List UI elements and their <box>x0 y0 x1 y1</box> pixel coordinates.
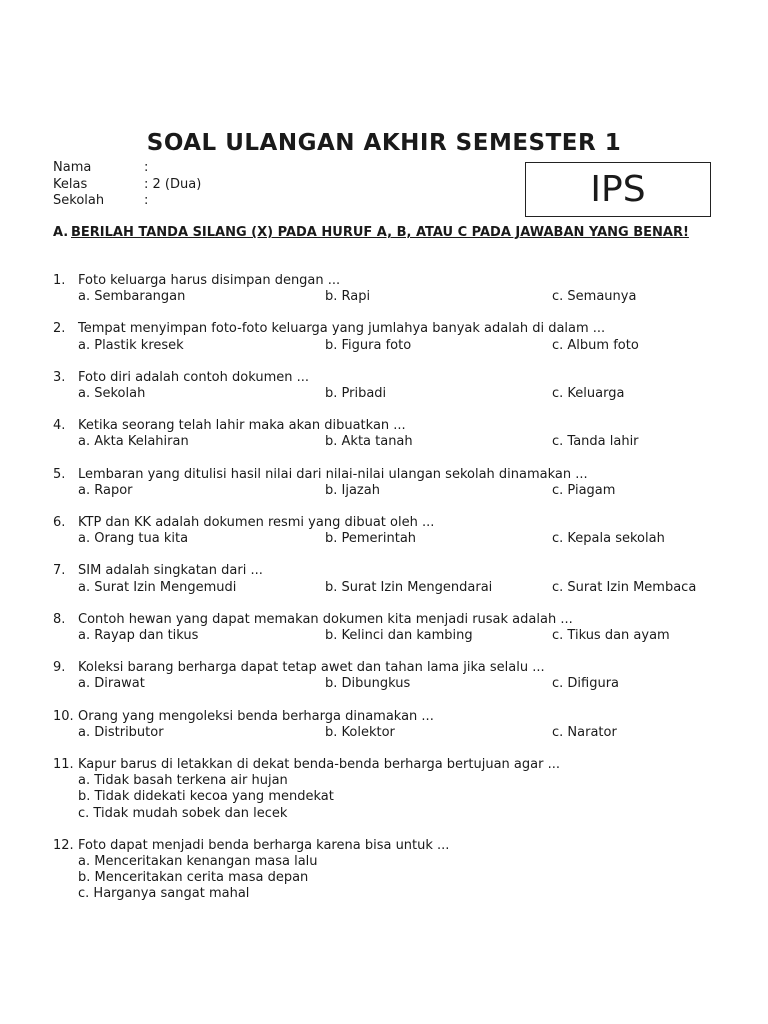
answer-option: b. Akta tanah <box>325 434 413 450</box>
question-number: 8. <box>53 611 66 627</box>
question-line <box>53 321 714 337</box>
answer-option: a. Surat Izin Mengemudi <box>78 579 237 595</box>
identity-value: : <box>144 193 149 208</box>
student-identity <box>53 160 201 210</box>
answer-option: a. Sembarangan <box>78 289 186 305</box>
question-text: SIM adalah singkatan dari ... <box>78 563 263 579</box>
identity-row-nama <box>53 160 201 177</box>
question-text: Foto dapat menjadi benda berharga karena bisa untuk ... <box>78 837 450 853</box>
question-item <box>53 660 714 692</box>
question-item <box>53 612 714 644</box>
answer-option: c. Tanda lahir <box>552 434 639 450</box>
answer-option: c. Harganya sangat mahal <box>78 886 250 902</box>
answer-option: a. Dirawat <box>78 676 145 692</box>
identity-row-kelas <box>53 177 201 194</box>
answer-option: b. Pemerintah <box>325 531 417 547</box>
question-number: 9. <box>53 660 66 676</box>
answer-option: b. Menceritakan cerita masa depan <box>78 870 309 886</box>
answer-option: b. Kolektor <box>325 724 395 740</box>
question-item <box>53 321 714 353</box>
question-number: 10. <box>53 708 74 724</box>
question-item <box>53 370 714 402</box>
answer-option: b. Pribadi <box>325 386 387 402</box>
question-line <box>53 467 714 483</box>
answer-option: c. Semaunya <box>552 289 637 305</box>
question-list <box>53 273 714 919</box>
question-number: 3. <box>53 369 66 385</box>
question-number: 11. <box>53 757 74 773</box>
question-line <box>53 660 714 676</box>
answer-option: b. Surat Izin Mengendarai <box>325 579 493 595</box>
answer-options-row <box>53 483 714 499</box>
question-text: Ketika seorang telah lahir maka akan dibuatkan ... <box>78 418 406 434</box>
answer-option: a. Distributor <box>78 724 164 740</box>
answer-option: a. Rapor <box>78 482 133 498</box>
answer-option: c. Keluarga <box>552 386 625 402</box>
question-line <box>53 709 714 725</box>
question-text: Lembaran yang ditulisi hasil nilai dari nilai-nilai ulangan sekolah dinamakan ... <box>78 466 588 482</box>
question-line <box>53 273 714 289</box>
question-line <box>53 515 714 531</box>
answer-options-row <box>53 628 714 644</box>
question-line <box>53 563 714 579</box>
answer-option: b. Figura foto <box>325 337 412 353</box>
identity-value: : <box>144 160 149 175</box>
identity-row-sekolah <box>53 193 201 210</box>
question-number: 2. <box>53 321 66 337</box>
answer-options-row <box>53 434 714 450</box>
answer-options-row <box>53 531 714 547</box>
answer-option: b. Kelinci dan kambing <box>325 628 473 644</box>
answer-option: c. Kepala sekolah <box>552 531 665 547</box>
question-text: Kapur barus di letakkan di dekat benda-benda berharga bertujuan agar ... <box>78 757 560 773</box>
answer-option: a. Sekolah <box>78 386 146 402</box>
answer-options-row <box>53 338 714 354</box>
question-item <box>53 467 714 499</box>
answer-options-row <box>53 289 714 305</box>
question-item <box>53 709 714 741</box>
instruction-text: BERILAH TANDA SILANG (X) PADA HURUF A, B, ATAU C PADA JAWABAN YANG BENAR! <box>71 225 689 240</box>
question-text: Koleksi barang berharga dapat tetap awet dan tahan lama jika selalu ... <box>78 660 545 676</box>
identity-label: Nama <box>53 160 92 175</box>
answer-option: a. Tidak basah terkena air hujan <box>78 773 288 789</box>
question-number: 4. <box>53 418 66 434</box>
question-item <box>53 757 714 822</box>
subject-box: IPS <box>525 162 711 217</box>
question-number: 12. <box>53 837 74 853</box>
question-item <box>53 418 714 450</box>
answer-option: a. Rayap dan tikus <box>78 628 199 644</box>
identity-label: Kelas <box>53 176 88 192</box>
answer-option: c. Narator <box>552 724 617 740</box>
answer-option: c. Difigura <box>552 676 620 692</box>
page-title: SOAL ULANGAN AKHIR SEMESTER 1 <box>146 130 622 156</box>
answer-option: a. Orang tua kita <box>78 531 189 547</box>
answer-options-row <box>53 676 714 692</box>
answer-option: c. Piagam <box>552 482 616 498</box>
answer-options-row <box>53 725 714 741</box>
question-text: Foto diri adalah contoh dokumen ... <box>78 369 310 385</box>
section-letter: A. <box>53 225 69 240</box>
question-line <box>53 757 714 773</box>
answer-option: a. Plastik kresek <box>78 337 184 353</box>
answer-option: b. Tidak didekati kecoa yang mendekat <box>78 789 334 805</box>
question-text: Orang yang mengoleksi benda berharga dinamakan ... <box>78 708 434 724</box>
question-line <box>53 612 714 628</box>
question-item <box>53 838 714 903</box>
answer-option: c. Surat Izin Membaca <box>552 579 697 595</box>
section-instruction <box>53 225 714 241</box>
answer-option: c. Album foto <box>552 337 639 353</box>
answer-option: b. Rapi <box>325 289 371 305</box>
question-number: 1. <box>53 273 66 288</box>
question-text: Tempat menyimpan foto-foto keluarga yang jumlahya banyak adalah di dalam ... <box>78 321 606 337</box>
answer-option: a. Menceritakan kenangan masa lalu <box>78 854 318 870</box>
identity-value: : 2 (Dua) <box>144 176 202 192</box>
question-item <box>53 273 714 305</box>
answer-option: b. Ijazah <box>325 482 380 498</box>
question-number: 7. <box>53 563 66 579</box>
question-number: 5. <box>53 466 66 482</box>
question-item <box>53 515 714 547</box>
question-line <box>53 838 714 854</box>
answer-options-row <box>53 386 714 402</box>
question-number: 6. <box>53 515 66 531</box>
answer-option: a. Akta Kelahiran <box>78 434 189 450</box>
answer-option: c. Tidak mudah sobek dan lecek <box>78 805 288 821</box>
question-line <box>53 418 714 434</box>
question-text: Contoh hewan yang dapat memakan dokumen kita menjadi rusak adalah ... <box>78 611 573 627</box>
question-text: Foto keluarga harus disimpan dengan ... <box>78 273 341 288</box>
answer-options-row <box>53 580 714 596</box>
answer-option: c. Tikus dan ayam <box>552 628 670 644</box>
question-item <box>53 563 714 595</box>
question-text: KTP dan KK adalah dokumen resmi yang dibuat oleh ... <box>78 515 435 531</box>
identity-label: Sekolah <box>53 193 105 208</box>
answer-option: b. Dibungkus <box>325 676 411 692</box>
question-line <box>53 370 714 386</box>
